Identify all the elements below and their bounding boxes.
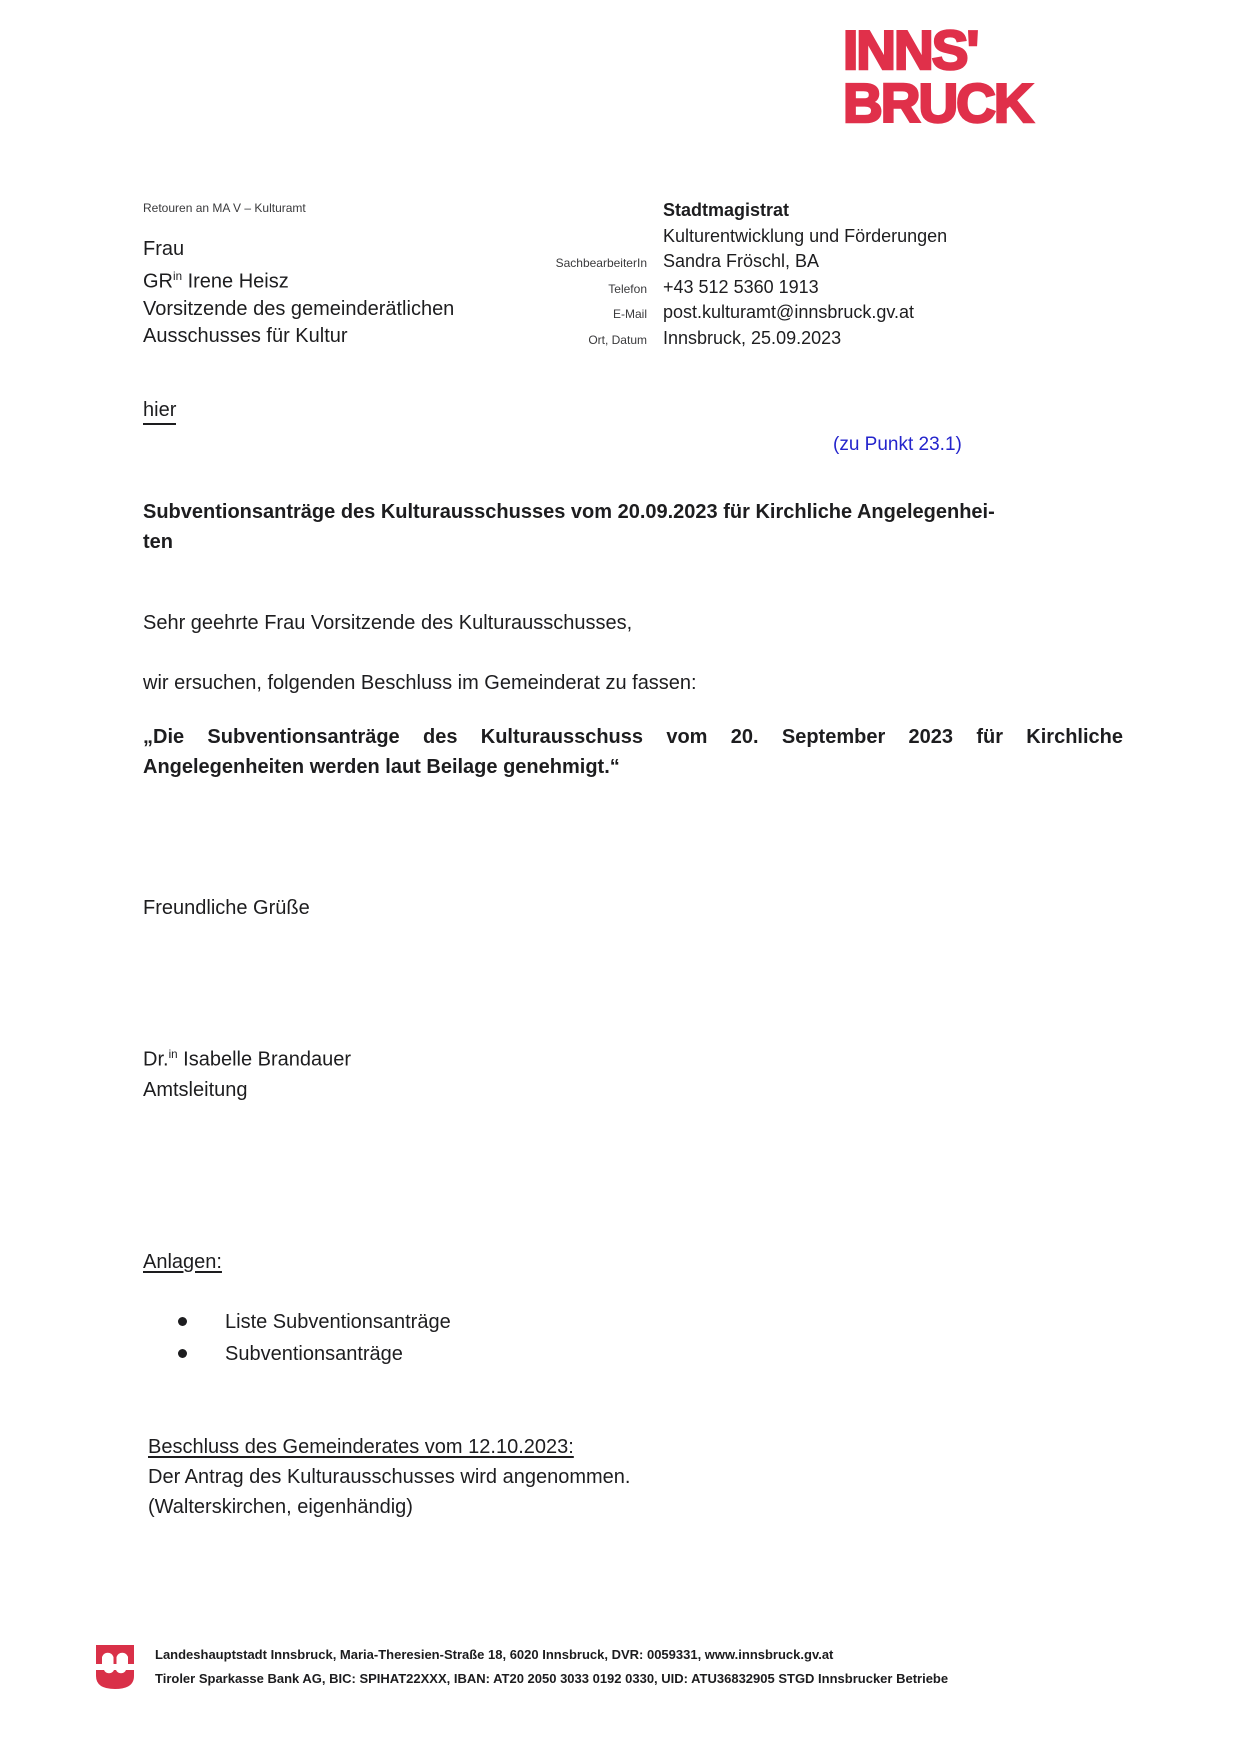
recipient-address-block: [143, 236, 454, 350]
innsbruck-coat-of-arms-icon: [95, 1645, 135, 1696]
request-text: wir ersuchen, folgenden Beschluss im Gemeinderat zu fassen:: [143, 672, 697, 694]
email-label: E-Mail: [612, 307, 647, 322]
resolution-quote: [143, 722, 1123, 782]
attachments-list: [178, 1306, 451, 1370]
recipient-salutation: Frau: [143, 238, 185, 260]
subject-line-1: Subventionsanträge des Kulturausschusses vom 20.09.2023 für Kirchliche Angelegenhei-: [143, 501, 995, 523]
sender-org-row: [540, 200, 960, 226]
recipient-role-line-1: Vorsitzende des gemeinderätlichen: [143, 297, 455, 320]
resolution-quote-line-1: „Die Subventionsanträge des Kulturausschuss vom 20. September 2023 für Kirchliche: [143, 726, 1123, 748]
council-resolution-signer: (Walterskirchen, eigenhändig): [148, 1496, 413, 1518]
resolution-quote-line-2: Angelegenheiten werden laut Beilage genehmigt.“: [143, 756, 620, 778]
signatory-name: [143, 1040, 351, 1075]
date-label: Ort, Datum: [588, 332, 647, 347]
sender-email-row: [540, 302, 960, 328]
recipient-name-rest: Irene Heisz: [182, 270, 289, 293]
email-value: post.kulturamt@innsbruck.gv.at: [663, 302, 915, 323]
phone-value: +43 512 5360 1913: [663, 276, 819, 297]
innsbruck-logo: [843, 19, 1032, 134]
footer-text: [155, 1643, 948, 1691]
sender-caseworker-row: [540, 251, 960, 277]
letter-footer: [95, 1643, 948, 1696]
recipient-name-superscript: in: [173, 270, 183, 283]
sender-org: Stadtmagistrat: [663, 200, 790, 220]
recipient-location: hier: [143, 399, 176, 425]
footer-line-2: Tiroler Sparkasse Bank AG, BIC: SPIHAT22XXX, IBAN: AT20 2050 3033 0192 0330, UID: ATU36832905 STGD Innsbrucker Betriebe: [155, 1671, 949, 1686]
recipient-name-prefix: GR: [143, 270, 173, 293]
phone-label: Telefon: [608, 281, 647, 296]
sender-date-row: [540, 328, 960, 354]
sender-info-block: [540, 200, 960, 354]
council-resolution-result: Der Antrag des Kulturausschusses wird angenommen.: [148, 1466, 631, 1488]
agenda-point-reference: (zu Punkt 23.1): [833, 434, 962, 455]
subject-line-2: ten: [143, 531, 173, 553]
attachment-item: Subventionsanträge: [178, 1338, 451, 1370]
date-value: Innsbruck, 25.09.2023: [663, 327, 842, 348]
signatory-name-rest: Isabelle Brandauer: [177, 1048, 352, 1071]
council-resolution-block: [148, 1432, 630, 1522]
sender-department-row: [540, 226, 960, 252]
closing-text: Freundliche Grüße: [143, 897, 310, 919]
attachment-item: Liste Subventionsanträge: [178, 1306, 451, 1338]
footer-line-1: Landeshauptstadt Innsbruck, Maria-Theresien-Straße 18, 6020 Innsbruck, DVR: 0059331, www.innsbruck.gv.at: [155, 1647, 834, 1662]
logo-line-2: BRUCK: [843, 72, 1032, 134]
signatory-name-prefix: Dr.: [143, 1048, 169, 1071]
attachments-heading: Anlagen:: [143, 1251, 222, 1273]
subject-line: [143, 497, 1121, 557]
council-resolution-heading: Beschluss des Gemeinderates vom 12.10.2023:: [148, 1436, 574, 1458]
sender-phone-row: [540, 277, 960, 303]
logo-line-1: INNS': [843, 19, 978, 81]
return-address-note: Retouren an MA V – Kulturamt: [143, 201, 306, 215]
sender-department: Kulturentwicklung und Förderungen: [663, 225, 948, 246]
signatory-name-superscript: in: [168, 1048, 178, 1061]
signatory-title: Amtsleitung: [143, 1078, 248, 1101]
recipient-role-line-2: Ausschusses für Kultur: [143, 324, 348, 347]
caseworker-label: SachbearbeiterIn: [555, 256, 647, 271]
signature-block: [143, 1040, 351, 1105]
recipient-name: [143, 263, 454, 296]
caseworker-value: Sandra Fröschl, BA: [663, 251, 820, 272]
greeting-text: Sehr geehrte Frau Vorsitzende des Kulturausschusses,: [143, 612, 633, 634]
